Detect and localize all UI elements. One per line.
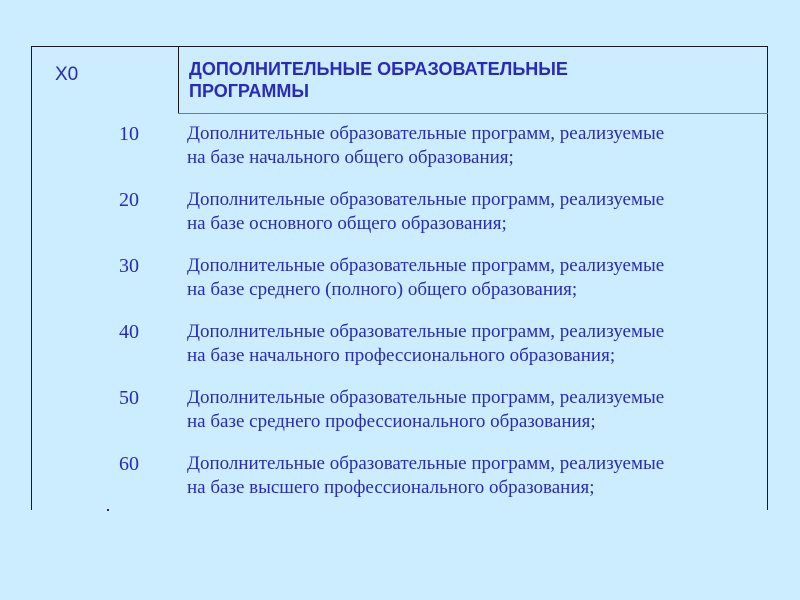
table-row bbox=[31, 318, 768, 384]
table-row bbox=[31, 450, 768, 516]
row-description-line-2: на базе основного общего образования; bbox=[187, 213, 507, 234]
header-title-line-1: ДОПОЛНИТЕЛЬНЫЕ ОБРАЗОВАТЕЛЬНЫЕ bbox=[189, 59, 568, 79]
table-top-border bbox=[31, 46, 768, 47]
row-description-line-2: на базе среднего профессионального образования; bbox=[187, 411, 596, 432]
row-description-line-1: Дополнительные образовательные программ, реализуемые bbox=[187, 255, 665, 276]
row-code: 10 bbox=[119, 123, 139, 145]
row-code: 40 bbox=[119, 321, 139, 343]
table-row bbox=[31, 120, 768, 186]
header-title bbox=[189, 58, 759, 102]
row-code: 50 bbox=[119, 387, 139, 409]
row-description-line-1: Дополнительные образовательные программ, реализуемые bbox=[187, 189, 665, 210]
row-description bbox=[187, 122, 765, 170]
header-column-divider bbox=[178, 46, 179, 114]
header-title-line-2: ПРОГРАММЫ bbox=[189, 81, 309, 101]
row-description-line-2: на базе высшего профессионального образования; bbox=[187, 477, 595, 498]
row-description-line-1: Дополнительные образовательные программ, реализуемые bbox=[187, 387, 665, 408]
row-description bbox=[187, 386, 765, 434]
row-description-line-1: Дополнительные образовательные программ, реализуемые bbox=[187, 123, 665, 144]
row-description-line-2: на базе начального общего образования; bbox=[187, 147, 514, 168]
row-description-line-1: Дополнительные образовательные программ, реализуемые bbox=[187, 453, 665, 474]
row-code: 20 bbox=[119, 189, 139, 211]
table-body bbox=[31, 120, 768, 516]
header-bottom-border bbox=[178, 113, 768, 114]
row-description bbox=[187, 188, 765, 236]
row-code: 60 bbox=[119, 453, 139, 475]
row-description-line-1: Дополнительные образовательные программ, реализуемые bbox=[187, 321, 665, 342]
classification-table bbox=[31, 46, 768, 510]
table-row bbox=[31, 252, 768, 318]
table-row bbox=[31, 384, 768, 450]
row-description bbox=[187, 452, 765, 500]
stray-dot bbox=[107, 509, 109, 511]
table-row bbox=[31, 186, 768, 252]
row-description bbox=[187, 254, 765, 302]
row-description-line-2: на базе начального профессионального образования; bbox=[187, 345, 616, 366]
row-description-line-2: на базе среднего (полного) общего образования; bbox=[187, 279, 578, 300]
header-code: Х0 bbox=[55, 64, 79, 85]
row-description bbox=[187, 320, 765, 368]
row-code: 30 bbox=[119, 255, 139, 277]
